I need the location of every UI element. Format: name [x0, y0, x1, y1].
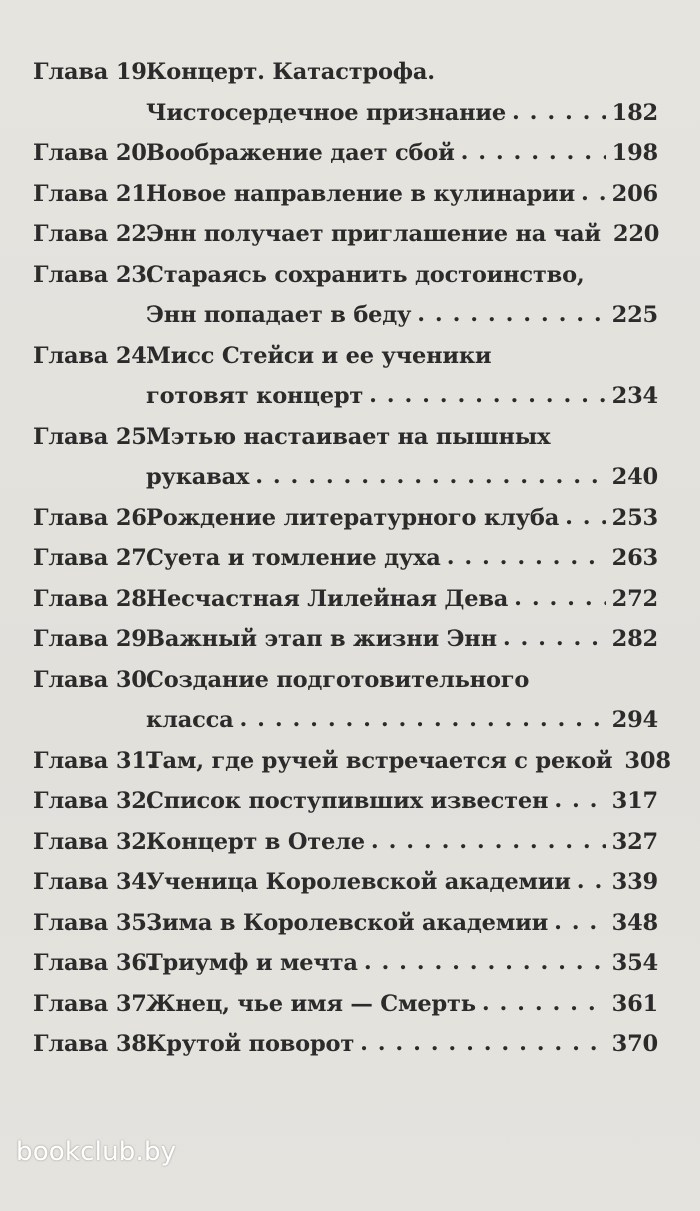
chapter-label: Глава 19.	[33, 59, 155, 85]
chapter-title: Мисс Стейси и ее ученики	[146, 342, 492, 369]
dot-leader	[514, 578, 605, 619]
toc-entry	[33, 498, 658, 539]
chapter-title: Воображение дает сбой	[146, 140, 455, 166]
chapter-label: Глава 21.	[33, 180, 155, 207]
toc-entry-line	[33, 984, 658, 1025]
watermark-text: bookclub.by	[16, 1137, 177, 1167]
page-number: 272	[611, 585, 658, 612]
toc-entry-line	[33, 133, 658, 174]
toc-entry-line	[33, 295, 658, 336]
toc-entry-line	[33, 619, 658, 660]
dot-leader	[554, 780, 605, 821]
dot-leader	[371, 821, 606, 862]
toc-entry-line	[33, 700, 658, 741]
dot-leader	[239, 699, 605, 740]
chapter-label: Глава 28.	[33, 585, 155, 612]
toc-entry	[33, 903, 658, 944]
dot-leader	[512, 92, 606, 133]
chapter-title: Зима в Королевской академии	[146, 909, 549, 936]
toc-entry-line	[33, 214, 658, 255]
chapter-title: Список поступивших известен	[146, 788, 549, 814]
chapter-label: Глава 32.	[33, 828, 155, 855]
toc-entry	[33, 174, 658, 215]
page-number: 263	[611, 545, 658, 571]
toc-entry	[33, 52, 658, 133]
page-number: 282	[611, 626, 658, 652]
chapter-label: Глава 37.	[33, 990, 155, 1017]
page-number: 294	[611, 707, 658, 733]
chapter-label: Глава 25.	[33, 423, 155, 450]
toc-entry-line	[33, 943, 658, 984]
page-number: 354	[611, 950, 658, 976]
toc-entry	[33, 133, 658, 174]
page-number: 308	[624, 747, 671, 774]
chapter-title: Важный этап в жизни Энн	[146, 626, 497, 652]
toc-entry-line	[33, 1024, 658, 1065]
page-number: 361	[611, 990, 658, 1017]
toc-entry	[33, 862, 658, 903]
toc-entry	[33, 660, 658, 741]
toc-entry-line	[33, 538, 658, 579]
toc-entry	[33, 538, 658, 579]
chapter-title: класса	[146, 707, 234, 733]
chapter-label: Глава 36.	[33, 950, 155, 976]
dot-leader	[360, 1023, 606, 1064]
toc-entry	[33, 579, 658, 620]
dot-leader	[447, 537, 606, 578]
chapter-label: Глава 29.	[33, 626, 155, 652]
table-of-contents	[33, 52, 671, 1065]
toc-entry-line	[33, 862, 658, 903]
toc-entry-line	[33, 336, 658, 377]
chapter-title: Крутой поворот	[146, 1031, 355, 1057]
page-number: 234	[611, 383, 658, 409]
toc-entry-line	[33, 174, 658, 215]
chapter-label: Глава 26.	[33, 504, 155, 531]
chapter-label: Глава 24.	[33, 342, 155, 369]
toc-entry	[33, 984, 658, 1025]
chapter-title: Стараясь сохранить достоинство,	[146, 261, 585, 288]
chapter-label: Глава 35.	[33, 909, 155, 936]
dot-leader	[581, 173, 606, 214]
chapter-title: Рождение литературного клуба	[146, 504, 560, 531]
toc-entry-line	[33, 903, 658, 944]
dot-leader	[565, 497, 606, 538]
toc-entry	[33, 822, 658, 863]
toc-entry	[33, 1024, 658, 1065]
toc-entry-line	[33, 741, 671, 782]
page-number: 182	[611, 99, 658, 126]
page-number: 220	[612, 221, 660, 247]
toc-entry	[33, 214, 658, 255]
toc-entry-line	[33, 822, 658, 863]
page-number: 317	[611, 788, 658, 814]
toc-entry-line	[33, 417, 658, 458]
toc-entry-line	[33, 93, 658, 134]
chapter-label: Глава 23.	[33, 261, 155, 288]
chapter-title: Ученица Королевской академии	[146, 869, 571, 895]
toc-entry-line	[33, 52, 658, 93]
chapter-label: Глава 34.	[33, 869, 155, 895]
chapter-title: рукавах	[146, 464, 250, 490]
toc-entry	[33, 255, 658, 336]
page-number: 339	[611, 869, 658, 895]
chapter-title: Мэтью настаивает на пышных	[146, 423, 551, 450]
chapter-title: Энн получает приглашение на чай	[146, 221, 601, 247]
dot-leader	[577, 861, 606, 902]
dot-leader	[369, 375, 606, 416]
chapter-title: Концерт в Отеле	[146, 828, 365, 855]
toc-entry-line	[33, 660, 658, 701]
toc-entry	[33, 943, 658, 984]
page-number: 327	[611, 828, 658, 855]
toc-entry-line	[33, 579, 658, 620]
chapter-title: Концерт. Катастрофа.	[146, 59, 435, 85]
page-number: 225	[611, 302, 658, 328]
toc-entry	[33, 619, 658, 660]
toc-entry-line	[33, 498, 658, 539]
page-number: 253	[611, 504, 658, 531]
chapter-label: Глава 27.	[33, 545, 155, 571]
chapter-label: Глава 20.	[33, 140, 155, 166]
toc-entry-line	[33, 457, 658, 498]
chapter-label: Глава 31.	[33, 747, 155, 774]
toc-entry-line	[33, 376, 658, 417]
chapter-label: Глава 22.	[33, 221, 155, 247]
chapter-title: готовят концерт	[146, 383, 364, 409]
toc-entry-line	[33, 255, 658, 296]
toc-entry	[33, 417, 658, 498]
page-number: 198	[611, 140, 658, 166]
chapter-title: Несчастная Лилейная Дева	[146, 585, 509, 612]
toc-entry	[33, 741, 671, 782]
chapter-label: Глава 30.	[33, 666, 155, 693]
page-number: 348	[611, 909, 658, 936]
page-number: 206	[611, 180, 658, 207]
dot-leader	[461, 132, 606, 173]
page-number: 240	[611, 464, 658, 490]
dot-leader	[364, 942, 606, 983]
page-number: 370	[611, 1031, 658, 1057]
dot-leader	[503, 618, 606, 659]
chapter-label: Глава 38.	[33, 1031, 155, 1057]
chapter-title: Триумф и мечта	[146, 950, 358, 976]
chapter-title: Там, где ручей встречается с рекой	[146, 747, 613, 774]
toc-entry	[33, 336, 658, 417]
chapter-title: Создание подготовительного	[146, 666, 530, 693]
chapter-title: Энн попадает в беду	[146, 302, 412, 328]
toc-entry	[33, 781, 658, 822]
toc-entry-line	[33, 781, 658, 822]
dot-leader	[255, 456, 605, 497]
chapter-title: Новое направление в кулинарии	[146, 180, 576, 207]
dot-leader	[417, 294, 605, 335]
chapter-title: Суета и томление духа	[146, 545, 441, 571]
dot-leader	[554, 902, 606, 943]
chapter-title: Жнец, чье имя — Смерть	[146, 990, 476, 1017]
chapter-title: Чистосердечное признание	[146, 99, 507, 126]
chapter-label: Глава 32.	[33, 788, 155, 814]
dot-leader	[482, 983, 606, 1024]
